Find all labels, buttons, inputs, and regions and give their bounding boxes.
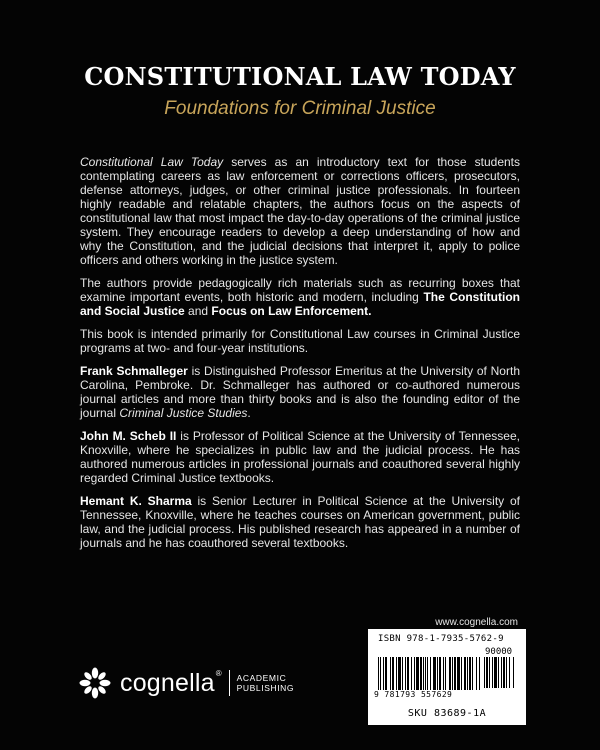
barcode-panel: [368, 629, 526, 725]
barcode-bar: [380, 657, 381, 690]
publisher-url: www.cognella.com: [435, 617, 518, 628]
logo-divider: [229, 670, 230, 696]
barcode-bar: [513, 657, 514, 688]
barcode-bar: [486, 657, 488, 688]
barcode-bar: [467, 657, 468, 690]
barcode-bar: [390, 657, 391, 690]
journal-title: Criminal Justice Studies: [119, 406, 248, 420]
barcode-bar: [398, 657, 401, 690]
blurb: [80, 155, 520, 559]
blurb-paragraph-1: [80, 155, 520, 267]
barcode-bar: [411, 657, 412, 690]
blurb-paragraph-2-text: The authors provide pedagogically rich materials such as recurring boxes that examine important events, both historic and modern, including: [80, 276, 520, 304]
author-bio-schmalleger: [80, 364, 520, 420]
author-name: Hemant K. Sharma: [80, 494, 192, 508]
barcode-bar: [449, 657, 451, 690]
barcode-bar: [392, 657, 394, 690]
blurb-paragraph-1-text: serves as an introductory text for those students contemplating careers as law enforcement or corrections officers, prosecutors, defense attorneys, judges, or other criminal justice professionals. In fourteen highly readable and relatable chapters, the authors focus on the aspects of constitutional law that most impact the day-to-day operations of the criminal justice system. They encourage readers to develop a deep understanding of how and why the Constitution, and the judicial decisions that interpret it, apply to police officers and others working in the justice system.: [80, 155, 521, 267]
barcode-bar: [383, 657, 384, 690]
book-title: CONSTITUTIONAL LAW TODAY: [84, 62, 516, 91]
barcode-bar: [489, 657, 490, 688]
author-bio-text: is Distinguished Professor Emeritus at the University of North Carolina, Pembroke. Dr. Schmalleger has authored or co-authored numerous journal articles and more than thirty books and is also the founding editor of the journal: [80, 364, 520, 420]
barcode-bar: [479, 657, 480, 690]
barcode-bar: [385, 657, 387, 690]
blurb-paragraph-2: [80, 276, 520, 318]
barcode-bar: [457, 657, 460, 690]
author-bio-end: .: [247, 406, 251, 420]
author-bio-text: is Senior Lecturer in Political Science at the University of Tennessee, Knoxville, where he teaches courses on American government, public law, and the judicial process. His published research has appeared in a number of journals and he has coauthored several textbooks.: [80, 494, 520, 550]
blurb-paragraph-2-and: and: [184, 304, 212, 318]
publisher-tagline: [237, 673, 295, 693]
cognella-flower-logo-icon: [78, 666, 112, 700]
barcode-bar: [437, 657, 438, 690]
tagline-line-1: ACADEMIC: [236, 673, 287, 683]
barcode-bar: [484, 657, 485, 688]
barcode-bar: [503, 657, 505, 688]
author-bio-scheb: [80, 429, 520, 485]
registered-mark: ®: [215, 669, 222, 678]
price-code: 90000: [485, 647, 513, 657]
barcode-bar: [414, 657, 415, 690]
barcode-bar: [407, 657, 409, 690]
barcode-bar: [439, 657, 441, 690]
barcode-bar: [427, 657, 428, 690]
feature-box-name-2: Focus on Law Enforcement.: [211, 304, 372, 318]
barcode-bar: [443, 657, 444, 690]
barcode-bar: [402, 657, 403, 690]
feature-box-name-1: The Constitution and Social Justice: [80, 290, 520, 318]
barcode-bar: [378, 657, 379, 690]
barcode-bar: [452, 657, 453, 690]
barcode-bar: [492, 657, 493, 688]
sku-text: SKU 83689-1A: [407, 708, 487, 719]
barcode-bar: [461, 657, 462, 690]
publisher-logo: [78, 663, 294, 703]
barcode-bar: [416, 657, 419, 690]
barcode-bar: [498, 657, 499, 688]
author-name: John M. Scheb II: [80, 429, 177, 443]
barcode-bar: [430, 657, 431, 690]
addon-barcode: [484, 657, 518, 688]
author-bio-text: is Professor of Political Science at the University of Tennessee, Knoxville, where he specializes in public law and the judicial process. He has authored numerous articles in professional journals and coauthored several highly regarded Criminal Justice textbooks.: [80, 429, 520, 485]
author-bio-sharma: [80, 494, 520, 550]
barcode-bar: [464, 657, 466, 690]
barcode-bar: [494, 657, 497, 688]
barcode-bar: [476, 657, 477, 690]
book-subtitle: Foundations for Criminal Justice: [164, 98, 436, 119]
barcode-bar: [396, 657, 397, 690]
tagline-line-2: PUBLISHING: [236, 683, 295, 693]
barcode-number: 9 781793 557629: [374, 690, 453, 699]
barcode-bar: [423, 657, 424, 690]
barcode-bar: [454, 657, 456, 690]
blurb-book-title: Constitutional Law Today: [80, 155, 224, 169]
barcode-bar: [509, 657, 510, 688]
barcode-bar: [472, 657, 473, 690]
barcode-bar: [501, 657, 502, 688]
barcode-bar: [405, 657, 406, 690]
barcode-bar: [420, 657, 422, 690]
barcode-bar: [469, 657, 471, 690]
blurb-paragraph-3: This book is intended primarily for Constitutional Law courses in Criminal Justice programs at two- and four-year institutions.: [80, 327, 520, 355]
publisher-brand: cognella: [120, 668, 215, 697]
barcode-bar: [506, 657, 507, 688]
barcode-bar: [433, 657, 436, 690]
author-name: Frank Schmalleger: [80, 364, 188, 378]
barcode-bar: [445, 657, 446, 690]
barcode-bar: [425, 657, 426, 690]
ean-barcode: [378, 657, 480, 690]
isbn-text: ISBN 978-1-7935-5762-9: [378, 634, 504, 644]
